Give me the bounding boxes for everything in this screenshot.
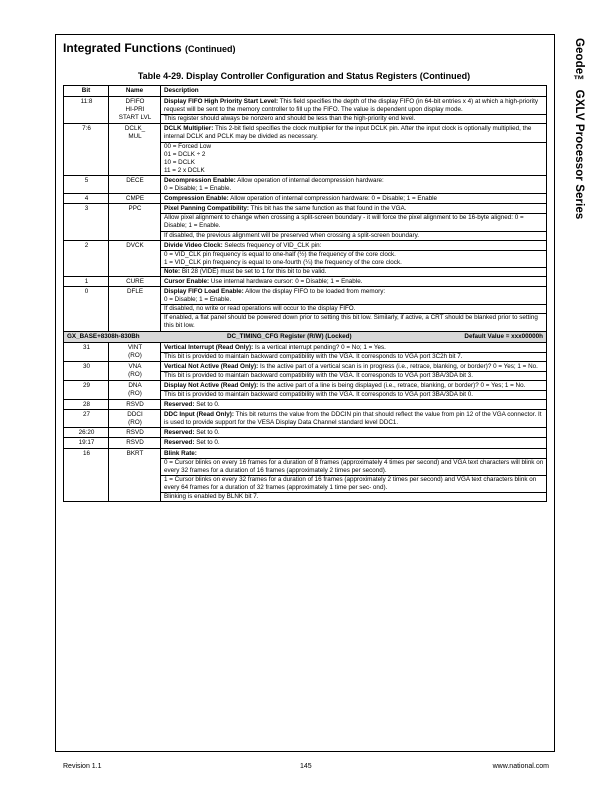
bit-cell: 1 [64,276,109,286]
description-paragraph [161,429,546,437]
field-name-line: RSVD [126,401,144,409]
register-header-cell [64,331,547,342]
field-title: Vertical Not Active (Read Only): [164,362,259,370]
description-paragraph [161,205,546,213]
footer-revision: Revision 1.1 [63,763,102,770]
field-title: Vertical Interrupt (Read Only): [164,343,254,351]
bit-cell: 31 [64,342,109,361]
description-text: Is the active part of a vertical scan is in progress (i.e., retrace, blanking, or border)? 0 = Yes; 1 = No. [258,362,538,370]
description-paragraph [161,363,546,371]
table-row [64,380,547,399]
description-text: Set to 0. [194,429,220,437]
description-text: Allow operation of internal decompression hardware: [235,176,384,184]
description-text: Selects frequency of VID_CLK pin: [222,241,322,249]
bit-cell: 30 [64,361,109,380]
bit-cell: 19:17 [64,438,109,448]
description-paragraph [161,475,546,492]
header-name: Name [109,86,161,97]
description-text: Allow the display FIFO to be loaded from memory: [243,288,386,296]
table-row [64,400,547,410]
field-title: Display Not Active (Read Only): [164,381,259,389]
description-paragraph [161,382,546,390]
description-text: This 2-bit field specifies the clock multiplier for the input DCLK pin. After the input clock is optionally multiplied, the internal DCLK and PCLK may be divided as necessary. [164,125,532,141]
description-text: 10 = DCLK [164,158,195,166]
field-name-line: CURE [126,277,144,285]
description-text: 00 = Forced Low [164,142,212,150]
description-paragraph [161,304,546,313]
table-row [64,410,547,428]
description-cell [161,428,547,438]
description-paragraph [161,390,546,399]
description-text: Allow pixel alignment to change when crossing a split-screen boundary - it will force the pixel alignment to be 16-byte aligned: 0 = Disable; 1 = Enable. [164,214,524,230]
bit-cell: 27 [64,410,109,428]
description-paragraph [161,114,546,123]
description-text: If disabled, no write or read operations will occur to the display FIFO. [164,305,356,313]
name-cell [109,124,161,176]
table-register-header [64,331,547,342]
description-paragraph [161,98,546,114]
name-cell [109,428,161,438]
description-paragraph [161,288,546,304]
description-paragraph [161,195,546,203]
description-paragraph [161,458,546,475]
name-cell [109,342,161,361]
description-text: Use internal hardware cursor: 0 = Disable; 1 = Enable. [209,277,363,285]
field-title: Reserved: [164,439,195,447]
description-cell [161,124,547,176]
description-paragraph [161,313,546,330]
footer-page-number: 145 [300,763,312,770]
description-paragraph [161,401,546,409]
field-title: Note: [164,267,181,275]
name-cell [109,276,161,286]
description-paragraph [161,411,546,427]
name-cell [109,438,161,448]
description-paragraph [161,231,546,240]
table-row [64,428,547,438]
name-cell [109,175,161,193]
section-title-text: Integrated Functions [63,41,182,55]
bit-cell: 29 [64,380,109,399]
field-name-line: PPC [128,205,142,213]
name-cell [109,287,161,331]
description-paragraph [161,439,546,447]
description-cell [161,204,547,240]
description-text: This bit returns the value from the DDCIN pin that should reflect the value from pin 12 of the VGA connector. It is used to provide support for the VESA Display Data Channel standard level DDC1. [164,411,542,427]
field-name-line: HI-PRI [125,106,145,114]
description-paragraph [161,371,546,380]
field-title: Reserved: [164,401,195,409]
field-name-line: MUL [128,133,142,141]
bit-cell: 28 [64,400,109,410]
description-text: Is a vertical interrupt pending? 0 = No; 1 = Yes. [253,343,386,351]
table-row [64,194,547,204]
table-row [64,204,547,240]
description-text: 0 = VID_CLK pin frequency is equal to one-half (½) the frequency of the core clock. [164,250,396,258]
description-text: This register should always be nonzero and should be less than the high-priority end level. [164,115,416,123]
field-name-line: (RO) [128,351,142,359]
bit-cell: 7:6 [64,124,109,176]
side-title: Geode™ GXLV Processor Series [573,38,585,220]
field-name-line: DVCK [126,241,144,249]
header-bit: Bit [64,86,109,97]
name-cell [109,204,161,240]
name-cell [109,194,161,204]
description-cell [161,287,547,331]
table-body-timing [64,342,547,502]
table-row [64,97,547,124]
description-text: 0 = Disable; 1 = Enable. [164,185,232,193]
table-body-config [64,97,547,331]
register-table [63,85,547,502]
table-row [64,361,547,380]
description-text: This field specifies the depth of the display FIFO (in 64-bit entries x 4) at which a high-priority request will be sent to the memory controller to fill up the FIFO. The value is dependent upon display mode. [164,98,539,114]
field-name-line: CMPE [125,195,145,203]
name-cell [109,361,161,380]
field-title: Compression Enable: [164,195,229,203]
description-text: Bit 28 (VIDE) must be set to 1 for this bit to be valid. [180,267,327,275]
field-title: Pixel Panning Compatibility: [164,205,250,213]
field-name-line: BKRT [126,449,144,457]
field-name-line: (RO) [128,419,142,427]
name-cell [109,448,161,502]
description-paragraph [161,177,546,193]
description-text: 0 = Disable; 1 = Enable. [164,296,232,304]
description-cell [161,194,547,204]
description-text: 1 = Cursor blinks on every 32 frames for a duration of 16 frames (approximately 2 times per second) and VGA text characters blink on every 64 frames for a duration of 32 frames (approximately 1 time per sec- ond). [164,475,537,491]
bit-cell: 16 [64,448,109,502]
field-name-line: VNA [128,362,142,370]
description-text: Allow operation of internal compression hardware: 0 = Disable; 1 = Enable [228,195,438,203]
field-title: Display FIFO Load Enable: [164,288,244,296]
description-text: This bit is provided to maintain backward compatibility with the VGA. It corresponds to VGA port 3BA/3DA bit 0. [164,391,474,398]
name-cell [109,400,161,410]
description-text: 0 = Cursor blinks on every 16 frames for a duration of 8 frames (approximately 4 times per second) and VGA text characters will blink on every 32 frames for a duration of 16 frames (approximately 2 times per second). [164,458,544,474]
table-row [64,287,547,331]
table-row [64,175,547,193]
bit-cell: 0 [64,287,109,331]
table-row [64,342,547,361]
field-name-line: (RO) [128,370,142,378]
name-cell [109,380,161,399]
field-name-line: DDCI [127,411,143,419]
bit-cell: 11:8 [64,97,109,124]
register-name: DC_TIMING_CFG Register (R/W) (Locked) [227,332,352,340]
description-text: If enabled, a flat panel should be powered down prior to setting this bit low. Similarly, if active, a CRT should be blanked prior to setting this bit low. [164,314,538,330]
header-description: Description [161,86,547,97]
field-title: Cursor Enable: [164,277,210,285]
table-title: Table 4-29. Display Controller Configuration and Status Registers (Continued) [137,71,471,81]
description-paragraph [161,213,546,230]
field-name-line: DFIFO [125,98,145,106]
description-paragraph [161,344,546,352]
field-title: Reserved: [164,429,195,437]
bit-cell: 2 [64,240,109,276]
field-name-line: DNA [128,381,142,389]
description-text: If disabled, the previous alignment will be preserved when crossing a split-screen boundary. [164,231,420,239]
bit-cell: 4 [64,194,109,204]
table-row [64,276,547,286]
description-cell [161,438,547,448]
description-cell [161,175,547,193]
description-paragraph [161,267,546,276]
field-title: Decompression Enable: [164,176,236,184]
field-title: DCLK Multiplier: [164,125,214,133]
description-cell [161,276,547,286]
description-cell [161,342,547,361]
description-paragraph [161,250,546,267]
bit-cell: 26:20 [64,428,109,438]
table-row [64,240,547,276]
description-text: This bit is provided to maintain backward compatibility with the VGA. It corresponds to VGA port 3C2h bit 7. [164,352,463,360]
description-paragraph [161,142,546,175]
description-paragraph [161,242,546,250]
description-paragraph [161,450,546,458]
description-text: Blinking is enabled by BLNK bit 7. [164,493,259,501]
description-paragraph [161,492,546,501]
name-cell [109,410,161,428]
description-text: 1 = VID_CLK pin frequency is equal to one-fourth (¼) the frequency of the core clock. [164,258,402,266]
description-paragraph [161,125,546,141]
description-paragraph [161,278,546,286]
description-cell [161,410,547,428]
register-header-row [64,331,547,342]
name-cell [109,97,161,124]
description-cell [161,380,547,399]
description-cell [161,361,547,380]
name-cell [109,240,161,276]
field-title: DDC Input (Read Only): [164,411,234,419]
footer-website: www.national.com [492,763,549,770]
bit-cell: 5 [64,175,109,193]
field-title: Blink Rate: [164,449,197,457]
description-text: Set to 0. [194,439,220,447]
bit-cell: 3 [64,204,109,240]
section-title [63,41,236,55]
field-name-line: DECE [126,176,144,184]
description-text: 11 = 2 x DCLK [164,166,205,174]
table-row [64,124,547,176]
description-text: This bit has the same function as that found in the VGA. [249,205,407,213]
field-name-line: RSVD [126,429,144,437]
field-name-line: VINT [127,343,143,351]
register-default-value: Default Value = xxx00000h [464,332,543,340]
description-cell [161,97,547,124]
field-name-line: DCLK_ [124,125,146,133]
field-name-line: RSVD [126,439,144,447]
description-text: Is the active part of a line is being displayed (i.e., retrace, blanking, or border)? 0 = Yes; 1 = No. [258,381,526,389]
description-text: This bit is provided to maintain backward compatibility with the VGA. It corresponds to VGA port 3BA/3DA bit 3. [164,371,474,379]
table-row [64,448,547,502]
field-name-line: START LVL [118,114,152,122]
description-cell [161,240,547,276]
field-title: Divide Video Clock: [164,241,223,249]
description-paragraph [161,352,546,361]
description-cell [161,400,547,410]
field-title: Display FIFO High Priority Start Level: [164,98,279,106]
description-text: Set to 0. [194,401,220,409]
table-header-row [64,86,547,97]
table-row [64,438,547,448]
section-title-suffix: (Continued) [185,44,236,54]
field-name-line: DFLE [126,288,144,296]
description-cell [161,448,547,502]
field-name-line: (RO) [128,390,142,397]
register-address: GX_BASE+8308h-830Bh [67,332,140,340]
description-text: 01 = DCLK ÷ 2 [164,150,206,158]
